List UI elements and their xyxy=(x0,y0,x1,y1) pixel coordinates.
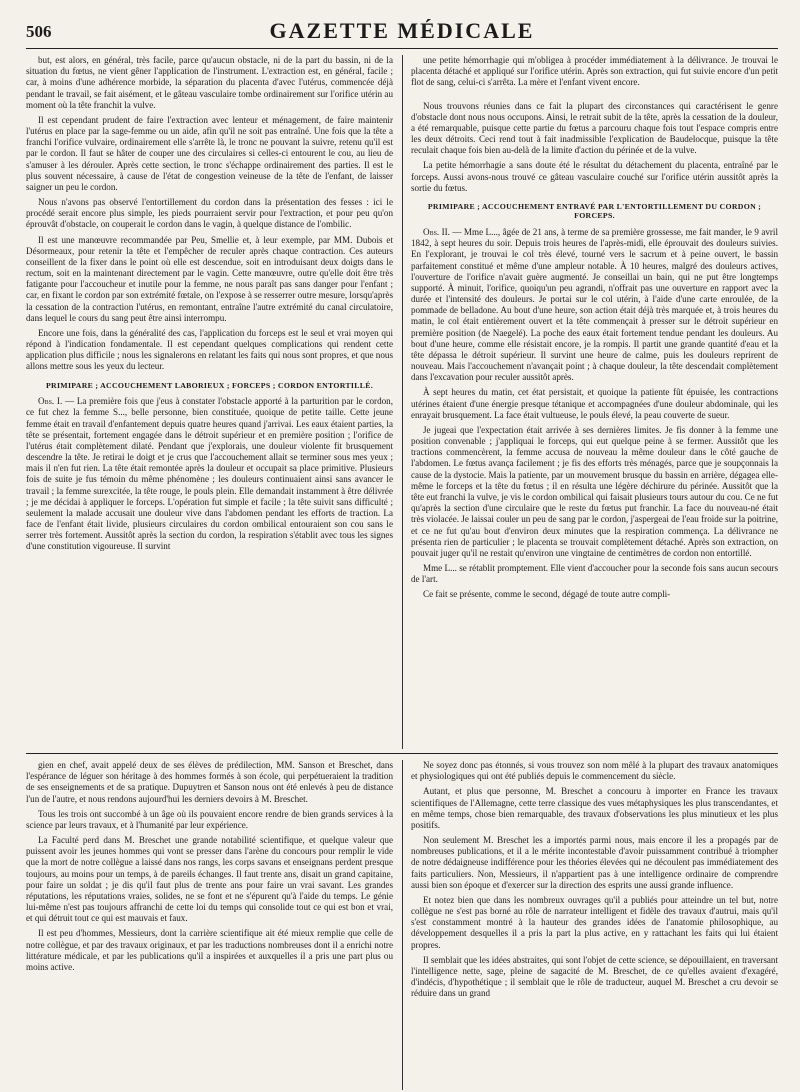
paragraph: Nous trouvons réunies dans ce fait la plupart des circonstances qui caractérisent le genre d'obstacle dont nous nous occupons. Ainsi, le retrait subit de la tête, après la cessation de la douleur, a été remarquable, puisque cette partie du fœtus a parcouru chaque fois tout l'espace compris entre les deux détroits. Ceci rend tout à fait inadmissible l'explication de Baudelocque, puisque la tête reculait chaque fois bien au-delà de la limite d'action du périnée et de la vulve. xyxy=(411,100,778,156)
observation-paragraph xyxy=(411,227,778,383)
observation-text: — Mme L..., âgée de 21 ans, à terme de sa première grossesse, me fait mander, le 9 avril 1842, à sept heures du soir. Depuis trois heures de l'après-midi, elle éprouvait des douleurs suivies. En l'explorant, je trouvai le col très élevé, tourné vers le sacrum et à peine ouvert, le bassin parfaitement constitué et même d'une ampleur notable. À 10 heures, malgré des douleurs actives, l'ouverture de l'orifice n'avait guère augmenté. Je conseillai un bain, qui ne put être longtemps supporté. À minuit, l'orifice, quoiqu'un peu agrandi, n'offrait pas une ouverture en rapport avec la durée et l'intensité des douleurs. Je portai sur le col utérin, à l'aide d'une carte enroulée, de la pommade de belladone. Au bout d'une heure, son action était déjà très marquée et, à trois heures du matin, le col était entièrement ouvert et la tête commençait à presser sur le détroit supérieur en première position (de Naegelé). La poche des eaux était fortement tendue pendant les douleurs. Au bout d'une heure, comme elle résistait encore, je la rompis. Il partit une grande quantité d'eau et la tête dépassa le détroit supérieur. Il survint une heure de calme, puis les douleurs reprirent de nouveau. Mais l'accouchement n'avançait point ; à chaque douleur, la tête descendait complètement dans l'excavation pour reculer aussitôt après. xyxy=(411,227,778,383)
paragraph: Ce fait se présente, comme le second, dégagé de toute autre compli- xyxy=(423,589,671,600)
paragraph: gien en chef, avait appelé deux de ses élèves de prédilection, MM. Sanson et Breschet, dans l'espérance de léguer son héritage à des hommes formés à son école, qui perpétueraient la tradition de ses enseignements et de sa pratique. Dupuytren et Sanson nous ont été enlevés à peu de distance l'un de l'autre, et nous rendons aujourd'hui les derniers devoirs à M. Breschet. xyxy=(26,760,393,804)
paragraph: Encore une fois, dans la généralité des cas, l'application du forceps est le seul et vrai moyen qui répond à l'indication fondamentale. Il est cependant quelques complications qui rendent cette application plus difficile ; nous les signalerons en relatant les faits qui nous sont propres, et que nous allons mettre sous les yeux du lecteur. xyxy=(26,327,393,372)
top-columns xyxy=(26,55,778,749)
paragraph: Autant, et plus que personne, M. Breschet a concouru à importer en France les travaux scientifiques de l'Allemagne, cette terre classique des vues métaphysiques les plus transcendantes, et en même temps, chose bien remarquable, des travaux d'observations les plus minutieux et les plus positifs. xyxy=(411,786,778,830)
paragraph: Non seulement M. Breschet les a importés parmi nous, mais encore il les a propagés par de nombreuses publications, et il a le mérite incontestable d'avoir puissamment contribué à triompher de notre dédaigneuse indifférence pour les théories élevées qui ne découlent pas immédiatement des faits particuliers. Non, Messieurs, il n'appartient pas à une intelligence ordinaire de comprendre aussi bien son époque et d'exercer sur la direction des esprits une aussi grande influence. xyxy=(411,835,778,890)
paragraph: Il est une manœuvre recommandée par Peu, Smellie et, à leur exemple, par MM. Dubois et Désormeaux, pour retenir la tête et l'empêcher de reculer après chaque contraction. Ces auteurs conseillent de la fixer dans le point où elle est descendue, soit en introduisant deux doigts dans le rectum, soit en la maintenant directement par le vagin. Cette manœuvre, outre qu'elle doit être très fatigante pour l'accoucheur et inutile pour la femme, ne nous paraît pas sans danger pour l'enfant ; car, en fixant le cordon par son extrémité fœtale, on l'expose à se resserrer outre mesure, lorsqu'après la cessation de la contraction l'utérus, en remontant, entraîne l'autre extrémité du canal circulatoire, dans lequel le cours du sang peut être ainsi interrompu. xyxy=(26,234,393,323)
column-divider xyxy=(402,760,403,1090)
observation-label: Obs. I. xyxy=(38,396,63,407)
section-heading: PRIMIPARE ; ACCOUCHEMENT LABORIEUX ; FORCEPS ; CORDON ENTORTILLÉ. xyxy=(45,380,373,390)
journal-title: GAZETTE MÉDICALE xyxy=(269,18,535,43)
paragraph: À sept heures du matin, cet état persistait, et quoique la patiente fût épuisée, les contractions utérines étaient d'une énergie presque tétanique et accompagnées d'une douleur abdominale, qui les enrayait brusquement. La face était vultueuse, le pouls élevé, la peau couverte de sueur. xyxy=(411,387,778,420)
page-header xyxy=(26,14,778,49)
left-column-bottom xyxy=(26,760,393,1090)
right-column-top xyxy=(411,55,778,749)
paragraph: La Faculté perd dans M. Breschet une grande notabilité scientifique, et quelque valeur que puissent avoir les jeunes hommes qui vont se presser dans l'arène du concours pour remplir le vide que la mort de notre collègue a laissé dans nos rangs, les corps savans et enseignans perdent presque toujours, au moins pour un temps, à de pareils échanges. Il faut trente ans, disait un grand capitaine, pour faire un soldat ; je dis qu'il faut plus de trente ans pour faire un vrai savant. Les grandes réputations, les réputations vraies, solides, ne se font et ne s'épurent qu'à l'aide du temps. Le génie lui-même n'est pas toujours affranchi de cette loi du temps qui consolide tout ce qui est bon et vrai, et qui détruit tout ce qui est mauvais et faux. xyxy=(26,835,393,924)
paragraph: une petite hémorrhagie qui m'obligea à procéder immédiatement à la délivrance. Je trouvai le placenta détaché et appliqué sur l'orifice utérin. Après son extraction, qui fut suivie encore d'un petit flot de sang, celui-ci s'arrêta. La mère et l'enfant vivent encore. xyxy=(411,55,778,88)
page-number: 506 xyxy=(26,22,52,41)
paragraph: La petite hémorrhagie a sans doute été le résultat du détachement du placenta, entraîné par le forceps. Aussi avons-nous trouvé ce gâteau vasculaire couché sur l'orifice utérin aussitôt après la sortie du fœtus. xyxy=(411,160,778,193)
paragraph: Il est peu d'hommes, Messieurs, dont la carrière scientifique ait été mieux remplie que celle de notre collègue, et par des travaux originaux, et par les traductions nombreuses dont il a enrichi notre littérature médicale, et par les publications qu'il a inspirées et auxquelles il a pris une part plus ou moins active. xyxy=(26,928,393,972)
paragraph: Ne soyez donc pas étonnés, si vous trouvez son nom mêlé à la plupart des travaux anatomiques et physiologiques qui ont été publiés depuis le commencement du siècle. xyxy=(411,760,778,782)
section-heading: PRIMIPARE ; ACCOUCHEMENT ENTRAVÉ PAR L'ENTORTILLEMENT DU CORDON ; FORCEPS. xyxy=(427,201,762,221)
paragraph: but, est alors, en général, très facile, parce qu'aucun obstacle, ni de la part du bassin, ni de la situation du fœtus, ne vient gêner l'application de l'instrument. L'extraction est, en général, facile ; car, à moins d'une adhérence morbide, la séparation du placenta d'avec l'utérus, commencée déjà pendant le travail, se fait aisément, et le gâteau vasculaire tombe ordinairement sur l'orifice utérin au moment où la tête franchit la vulve. xyxy=(26,55,393,110)
right-column-bottom xyxy=(411,760,778,1090)
paragraph: Mme L... se rétablit promptement. Elle vient d'accoucher pour la seconde fois sans aucun secours de l'art. xyxy=(411,563,778,585)
column-divider xyxy=(402,55,403,749)
observation-text: — La première fois que j'eus à constater l'obstacle apporté à la parturition par le cordon, ce fut chez la femme S..., belle personne, bien constituée, quoique de petite taille. Cette jeune femme était en travail d'enfantement depuis quatre heures quand j'arrivai. Les eaux étaient parties, la tête se présentait, fortement engagée dans le détroit supérieur et en première position ; l'orifice de l'utérus était complètement dilaté. Pendant que j'explorais, une douleur violente fit brusquement descendre la tête. Je retirai le doigt et je crus que l'accouchement allait se terminer sous mes yeux ; mais il n'en fut rien. La tête était remontée après la douleur et occupait sa place primitive. Plusieurs fois de suite je fus témoin du même phénomène ; les douleurs continuaient ainsi sans avancer le travail ; la femme surexcitée, la tête rouge, le pouls plein. Elle demandait instamment à être délivrée ; je me décidai à appliquer le forceps. L'opération fut simple et facile ; la tête suivit sans difficulté ; seulement la malade accusait une douleur vive dans l'abdomen pendant les efforts de traction. La face de l'enfant était livide, plusieurs circulaires du cordon ombilical entouraient son cou sans le serrer très fortement. Aussitôt après la section du cordon, la respiration s'établit avec tous les signes d'une constitution vigoureuse. Il survint xyxy=(26,396,393,552)
paragraph: Il semblait que les idées abstraites, qui sont l'objet de cette science, se dépouillaient, en traversant l'intelligence nette, sage, pleine de sagacité de M. Breschet, de ce qu'elles avaient d'exagéré, d'indécis, d'hypothétique ; il semblait que le rôle de traducteur, auquel M. Breschet a cru devoir se réduire dans un grand xyxy=(411,954,778,999)
observation-paragraph xyxy=(26,396,393,552)
observation-label: Obs. II. xyxy=(423,227,450,238)
paragraph: Nous n'avons pas observé l'entortillement du cordon dans la présentation des fesses : ici le procédé serait encore plus simple, les pieds pourraient servir pour l'extraction, et pour peu qu'on éprouvât d'obstacle, on couperait le cordon dans le vagin, à quelque distance de l'ombilic. xyxy=(26,197,393,230)
paragraph: Et notez bien que dans les nombreux ouvrages qu'il a publiés pour atteindre un tel but, notre collègue ne s'est pas borné au rôle de narrateur intelligent et fidèle des travaux d'autrui, mais qu'il s'est constamment montré à la hauteur des grandes idées de l'anatomie philosophique, au développement desquelles il a pris la part la plus active, en y rattachant les faits qui lui étaient propres. xyxy=(411,894,778,950)
paragraph: Tous les trois ont succombé à un âge où ils pouvaient encore rendre de bien grands services à la science par leurs travaux, et à l'humanité par leur expérience. xyxy=(26,808,393,830)
bottom-columns xyxy=(26,753,778,1090)
paragraph: Il est cependant prudent de faire l'extraction avec lenteur et ménagement, de faire maintenir l'utérus en place par la sage-femme ou un aide, afin qu'il ne soit pas entraîné. Une fois que la tête a franchi l'orifice vulvaire, ordinairement elle s'arrête là, le tronc ne pouvant la suivre, retenu qu'il est par le cordon. Il faut se hâter de couper une des circulaires si celles-ci entourent le cou, au lieu de s'amuser à les dérouler. Après cette section, le tronc s'échappe ordinairement des parties. Il est le plus souvent nécessaire, à cause de l'état de congestion veineuse de la tête de l'enfant, de laisser saigner un peu le cordon. xyxy=(26,114,393,192)
left-column-top xyxy=(26,55,393,749)
paragraph: Je jugeai que l'expectation était arrivée à ses dernières limites. Je fis donner à la femme une position convenable ; j'appliquai le forceps, qui eut quelque peine à se fermer. Aussitôt que les tractions commencèrent, la femme accusa de nouveau la même douleur dans le côté gauche de l'abdomen. Le fœtus avança facilement ; je fis des efforts très ménagés, parce que je soupçonnais la cause de la dystocie. Mais la patiente, par un mouvement brusque du bassin en arrière, dégagea elle-même le forceps et la tête du fœtus ; il en résulta une légère déchirure du périnée. Aussitôt que la tête eut franchi la vulve, je vis le cordon ombilical qui faisait plusieurs tours autour du cou. Ce ne fut qu'après la section d'une circulaire que le reste du fœtus put franchir. La face du nouveau-né était très violacée. Je laissai couler un peu de sang par le cordon, j'aspergeai de l'eau froide sur la poitrine, et ce ne fut qu'au bout d'environ deux minutes que la respiration commença. La délivrance ne présenta rien de particulier ; le placenta se trouvait complètement détaché. Après son extraction, on pouvait juger qu'il ne restait qu'environ une vingtaine de centimètres de cordon non entortillé. xyxy=(411,424,778,558)
